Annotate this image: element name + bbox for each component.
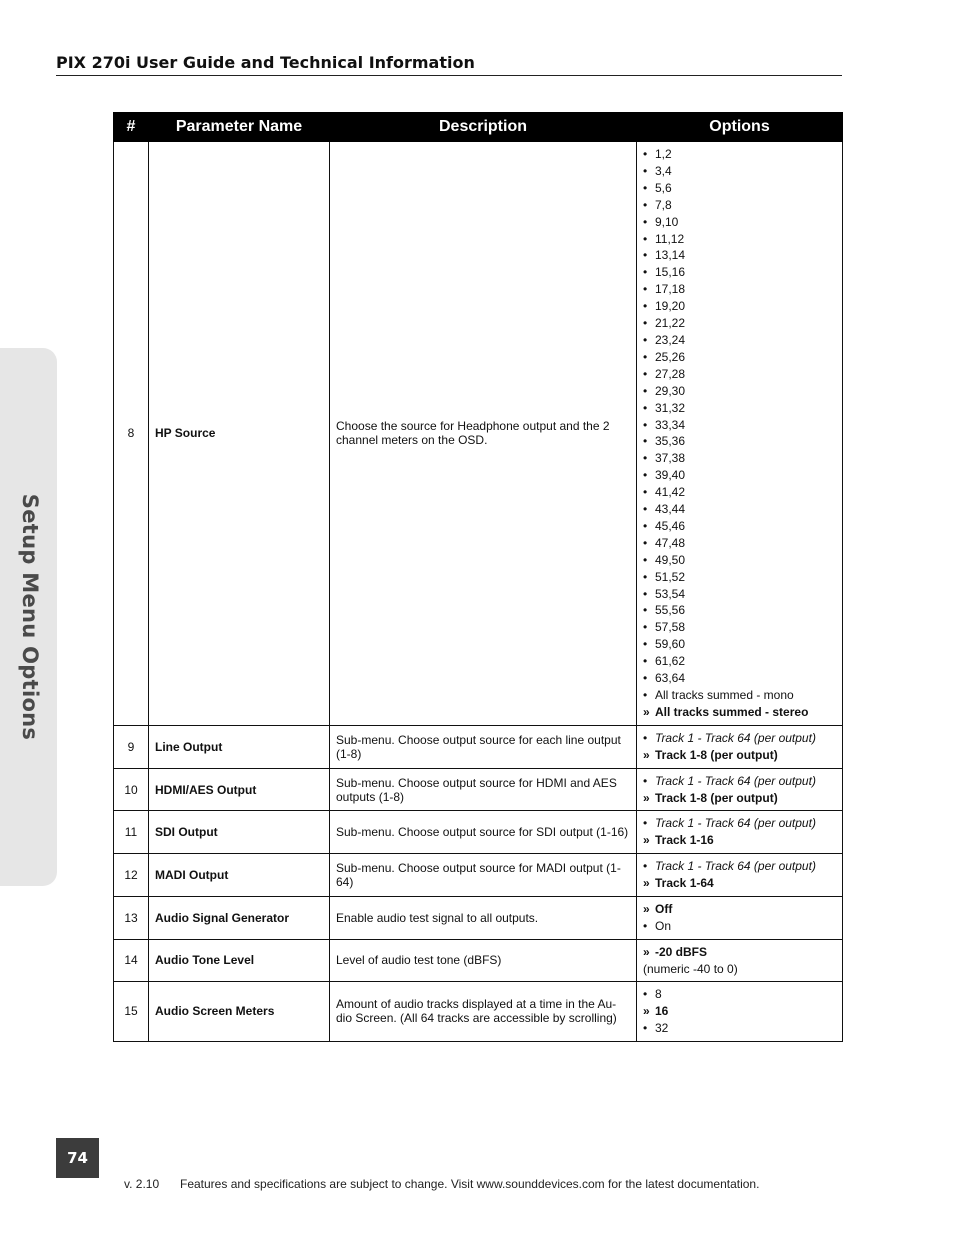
default-marker-icon: » [643, 747, 650, 762]
option-label: 25,26 [655, 349, 686, 364]
option-item [643, 467, 836, 484]
option-item-default [643, 790, 836, 807]
row-number: 9 [114, 725, 149, 768]
footer-text [124, 1177, 759, 1191]
option-label: Off [655, 902, 673, 917]
bullet-icon: • [643, 366, 648, 381]
option-item [643, 1020, 836, 1037]
bullet-icon: • [643, 265, 648, 280]
option-label: Track 1 - Track 64 (per output) [655, 859, 816, 874]
bullet-icon: • [643, 316, 648, 331]
default-marker-icon: » [643, 704, 650, 719]
option-item [643, 619, 836, 636]
bullet-icon: • [643, 730, 648, 745]
table-header-row [114, 113, 843, 142]
table-row [114, 939, 843, 981]
option-item [643, 180, 836, 197]
footer-notice: Features and specifications are subject to change. Visit www.sounddevices.com for the latest documentation. [180, 1177, 760, 1191]
option-item [643, 501, 836, 518]
parameter-description: Sub-menu. Choose output source for HDMI and AES outputs (1-8) [330, 768, 637, 811]
parameters-table [113, 112, 843, 1042]
option-label: On [655, 918, 672, 933]
option-item [643, 332, 836, 349]
row-number: 14 [114, 939, 149, 981]
option-label: 43,44 [655, 502, 686, 517]
parameter-name: HDMI/AES Output [149, 768, 330, 811]
option-label: 57,58 [655, 620, 686, 635]
bullet-icon: • [643, 518, 648, 533]
bullet-icon: • [643, 859, 648, 874]
column-header-description: Description [330, 113, 637, 142]
bullet-icon: • [643, 569, 648, 584]
table-row [114, 725, 843, 768]
page-number: 74 [56, 1138, 99, 1178]
option-item [643, 383, 836, 400]
option-label: Track 1 - Track 64 (per output) [655, 773, 816, 788]
option-label: 59,60 [655, 637, 686, 652]
option-item [643, 197, 836, 214]
option-label: 1,2 [655, 147, 672, 161]
option-label: 29,30 [655, 383, 686, 398]
option-item [643, 146, 836, 163]
option-label: 9,10 [655, 214, 679, 229]
option-item [643, 349, 836, 366]
parameter-options [637, 939, 843, 981]
bullet-icon: • [643, 671, 648, 686]
footer-version: v. 2.10 [124, 1177, 160, 1191]
bullet-icon: • [643, 816, 648, 831]
bullet-icon: • [643, 163, 648, 178]
parameter-options [637, 897, 843, 940]
bullet-icon: • [643, 502, 648, 517]
option-item [643, 918, 836, 935]
option-label: Track 1 - Track 64 (per output) [655, 730, 816, 745]
option-label: 19,20 [655, 299, 686, 314]
parameter-options [637, 981, 843, 1041]
option-label: 13,14 [655, 248, 686, 263]
option-item [643, 214, 836, 231]
option-item [643, 858, 836, 875]
parameter-description: Choose the source for Headphone output and the 2 channel meters on the OSD. [330, 142, 637, 726]
column-header-options: Options [637, 113, 843, 142]
option-item [643, 535, 836, 552]
option-item [643, 450, 836, 467]
parameter-name: Audio Screen Meters [149, 981, 330, 1041]
option-label: 47,48 [655, 535, 686, 550]
option-label: 49,50 [655, 552, 686, 567]
option-label: 27,28 [655, 366, 686, 381]
option-item-default [643, 875, 836, 892]
bullet-icon: • [643, 986, 648, 1001]
option-item [643, 315, 836, 332]
option-label: 11,12 [655, 231, 685, 246]
bullet-icon: • [643, 383, 648, 398]
option-label: 53,54 [655, 586, 686, 601]
bullet-icon: • [643, 468, 648, 483]
option-label: Track 1-64 [655, 876, 714, 891]
option-label: 61,62 [655, 654, 686, 669]
option-label: 39,40 [655, 468, 686, 483]
parameter-options [637, 811, 843, 854]
bullet-icon: • [643, 773, 648, 788]
option-item [643, 636, 836, 653]
bullet-icon: • [643, 400, 648, 415]
parameter-description: Enable audio test signal to all outputs. [330, 897, 637, 940]
option-label: 8 [655, 986, 662, 1001]
parameter-options [637, 854, 843, 897]
option-range-note: (numeric -40 to 0) [643, 961, 738, 976]
bullet-icon: • [643, 147, 648, 161]
row-number: 12 [114, 854, 149, 897]
option-item [643, 433, 836, 450]
option-label: 5,6 [655, 180, 672, 195]
table-row [114, 142, 843, 726]
default-marker-icon: » [643, 790, 650, 805]
default-marker-icon: » [643, 876, 650, 891]
bullet-icon: • [643, 197, 648, 212]
option-item [643, 986, 836, 1003]
bullet-icon: • [643, 299, 648, 314]
option-item [643, 281, 836, 298]
option-label: 21,22 [655, 316, 686, 331]
bullet-icon: • [643, 552, 648, 567]
row-number: 10 [114, 768, 149, 811]
table-row [114, 811, 843, 854]
option-item [643, 417, 836, 434]
option-label: 31,32 [655, 400, 686, 415]
parameter-description: Sub-menu. Choose output source for SDI output (1-16) [330, 811, 637, 854]
option-label: Track 1-8 (per output) [655, 790, 778, 805]
bullet-icon: • [643, 620, 648, 635]
row-number: 8 [114, 142, 149, 726]
table-row [114, 854, 843, 897]
option-item [643, 231, 836, 248]
option-label: 41,42 [655, 485, 686, 500]
table-row [114, 768, 843, 811]
parameter-name: Audio Tone Level [149, 939, 330, 981]
option-label: All tracks summed - stereo [655, 704, 809, 719]
parameter-description: Amount of audio tracks displayed at a time in the Au-dio Screen. (All 64 tracks are accessible by scrolling) [330, 981, 637, 1041]
option-item [643, 518, 836, 535]
parameter-name: SDI Output [149, 811, 330, 854]
parameter-name: Line Output [149, 725, 330, 768]
option-item [643, 569, 836, 586]
option-item [643, 552, 836, 569]
parameter-options [637, 725, 843, 768]
option-item [643, 586, 836, 603]
option-label: 15,16 [655, 265, 686, 280]
option-label: Track 1-16 [655, 833, 714, 848]
default-marker-icon: » [643, 902, 650, 917]
parameter-description: Sub-menu. Choose output source for MADI output (1-64) [330, 854, 637, 897]
parameter-description: Level of audio test tone (dBFS) [330, 939, 637, 981]
option-item-default [643, 944, 836, 961]
parameter-options [637, 768, 843, 811]
bullet-icon: • [643, 451, 648, 466]
option-item [643, 730, 836, 747]
option-label: 37,38 [655, 451, 686, 466]
bullet-icon: • [643, 282, 648, 297]
bullet-icon: • [643, 918, 648, 933]
option-item [643, 815, 836, 832]
option-label: 7,8 [655, 197, 672, 212]
bullet-icon: • [643, 485, 648, 500]
section-side-tab-label: Setup Menu Options [18, 493, 42, 741]
option-item [643, 400, 836, 417]
option-item [643, 264, 836, 281]
option-item-default [643, 704, 836, 721]
option-label: 3,4 [655, 163, 672, 178]
option-label: 63,64 [655, 671, 686, 686]
option-label: All tracks summed - mono [655, 688, 794, 702]
bullet-icon: • [643, 637, 648, 652]
option-item-default [643, 747, 836, 764]
default-marker-icon: » [643, 944, 650, 959]
parameter-name: MADI Output [149, 854, 330, 897]
bullet-icon: • [643, 417, 648, 432]
option-label: 33,34 [655, 417, 686, 432]
row-number: 11 [114, 811, 149, 854]
bullet-icon: • [643, 654, 648, 669]
option-label: 16 [655, 1003, 669, 1018]
parameter-options [637, 142, 843, 726]
option-item [643, 602, 836, 619]
option-item [643, 484, 836, 501]
option-item [643, 773, 836, 790]
bullet-icon: • [643, 1020, 648, 1035]
option-label: 23,24 [655, 332, 686, 347]
bullet-icon: • [643, 688, 648, 702]
parameter-name: Audio Signal Generator [149, 897, 330, 940]
bullet-icon: • [643, 231, 648, 246]
bullet-icon: • [643, 434, 648, 449]
bullet-icon: • [643, 535, 648, 550]
parameter-name: HP Source [149, 142, 330, 726]
option-item [643, 247, 836, 264]
option-label: -20 dBFS [655, 944, 708, 959]
bullet-icon: • [643, 349, 648, 364]
option-label: 51,52 [655, 569, 686, 584]
page-header-title: PIX 270i User Guide and Technical Information [56, 53, 475, 72]
option-item [643, 366, 836, 383]
option-label: Track 1 - Track 64 (per output) [655, 816, 816, 831]
bullet-icon: • [643, 214, 648, 229]
option-item [643, 653, 836, 670]
row-number: 15 [114, 981, 149, 1041]
bullet-icon: • [643, 180, 648, 195]
header-divider [56, 75, 842, 76]
option-label: 17,18 [655, 282, 686, 297]
option-item [643, 163, 836, 180]
option-label: 55,56 [655, 603, 686, 618]
row-number: 13 [114, 897, 149, 940]
default-marker-icon: » [643, 833, 650, 848]
option-item [643, 687, 836, 704]
option-label: 35,36 [655, 434, 686, 449]
bullet-icon: • [643, 586, 648, 601]
table-row [114, 981, 843, 1041]
option-item [643, 670, 836, 687]
option-item-default [643, 1003, 836, 1020]
option-item-default [643, 832, 836, 849]
option-item [643, 298, 836, 315]
bullet-icon: • [643, 332, 648, 347]
bullet-icon: • [643, 248, 648, 263]
column-header-parameter-name: Parameter Name [149, 113, 330, 142]
default-marker-icon: » [643, 1003, 650, 1018]
option-item-default [643, 901, 836, 918]
column-header-number: # [114, 113, 149, 142]
option-label: 45,46 [655, 518, 686, 533]
option-label: 32 [655, 1020, 669, 1035]
option-label: Track 1-8 (per output) [655, 747, 778, 762]
parameter-description: Sub-menu. Choose output source for each line output (1-8) [330, 725, 637, 768]
bullet-icon: • [643, 603, 648, 618]
table-row [114, 897, 843, 940]
